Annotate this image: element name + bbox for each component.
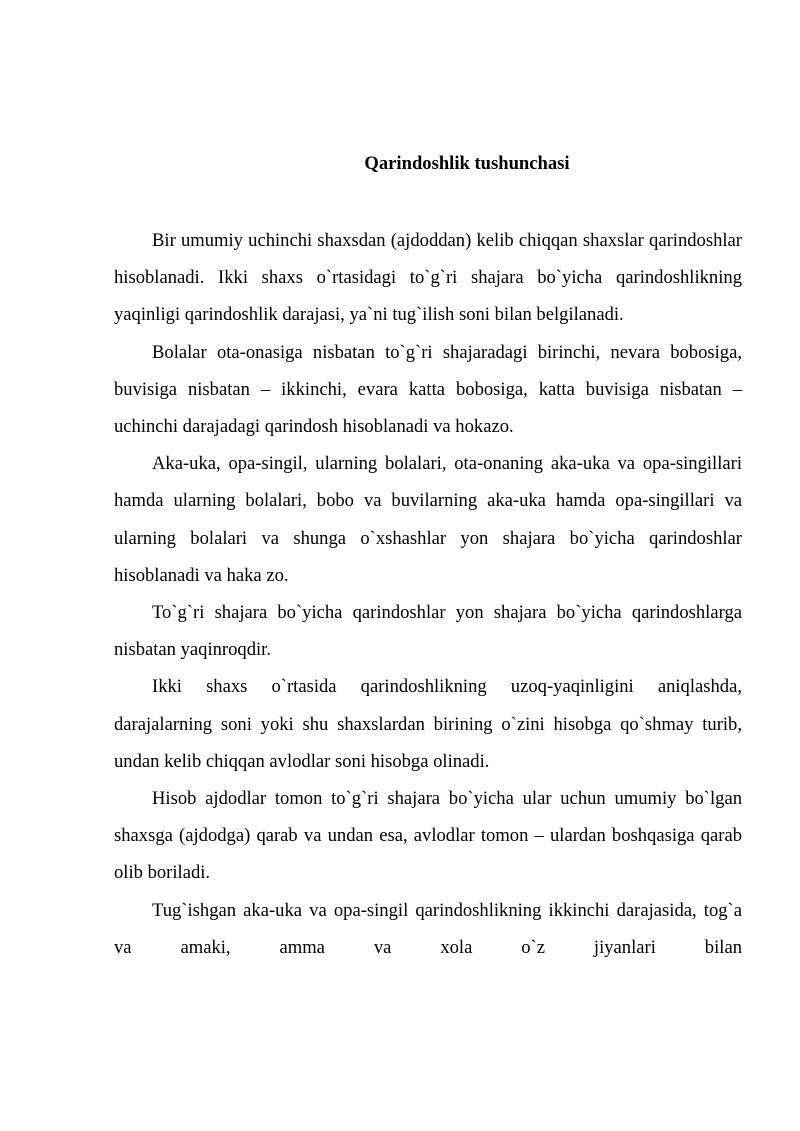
paragraph-6: Hisob ajdodlar tomon to`g`ri shajara bo`yicha ular uchun umumiy bo`lgan shaxsga (ajdodga) qarab va undan esa, avlodlar tomon – ulardan boshqasiga qarab olib boriladi.	[114, 788, 742, 884]
document-page	[114, 145, 742, 966]
document-title: Qarindoshlik tushunchasi	[364, 153, 570, 174]
paragraph-7: Tug`ishgan aka-uka va opa-singil qarindoshlikning ikkinchi darajasida, tog`a va amaki, amma va xola o`z jiyanlari bilan	[114, 899, 742, 958]
paragraph-3: Aka-uka, opa-singil, ularning bolalari, ota-onaning aka-uka va opa-singillari hamda ularning bolalari, bobo va buvilarning aka-uka hamda opa-singillari va ularning bolalari va shunga o`xshashlar yon shajara bo`yicha qarindoshlar hisoblanadi va haka zo.	[114, 453, 742, 586]
paragraph-5: Ikki shaxs o`rtasida qarindoshlikning uzoq-yaqinligini aniqlashda, darajalarning soni yoki shu shaxslardan birining o`zini hisobga qo`shmay turib, undan kelib chiqqan avlodlar soni hisobga olinadi.	[114, 676, 742, 772]
paragraph-2: Bolalar ota-onasiga nisbatan to`g`ri shajaradagi birinchi, nevara bobosiga, buvisiga nisbatan – ikkinchi, evara katta bobosiga, katta buvisiga nisbatan – uchinchi darajadagi qarindosh hisoblanadi va hokazo.	[114, 341, 742, 438]
paragraph-4: To`g`ri shajara bo`yicha qarindoshlar yon shajara bo`yicha qarindoshlarga nisbatan yaqinroqdir.	[114, 602, 742, 661]
paragraph-1: Bir umumiy uchinchi shaxsdan (ajdoddan) kelib chiqqan shaxslar qarindoshlar hisoblanadi. Ikki shaxs o`rtasidagi to`g`ri shajara bo`yicha qarindoshlikning yaqinligi qarindoshlik darajasi, ya`ni tug`ilish soni bilan belgilanadi.	[114, 230, 742, 326]
